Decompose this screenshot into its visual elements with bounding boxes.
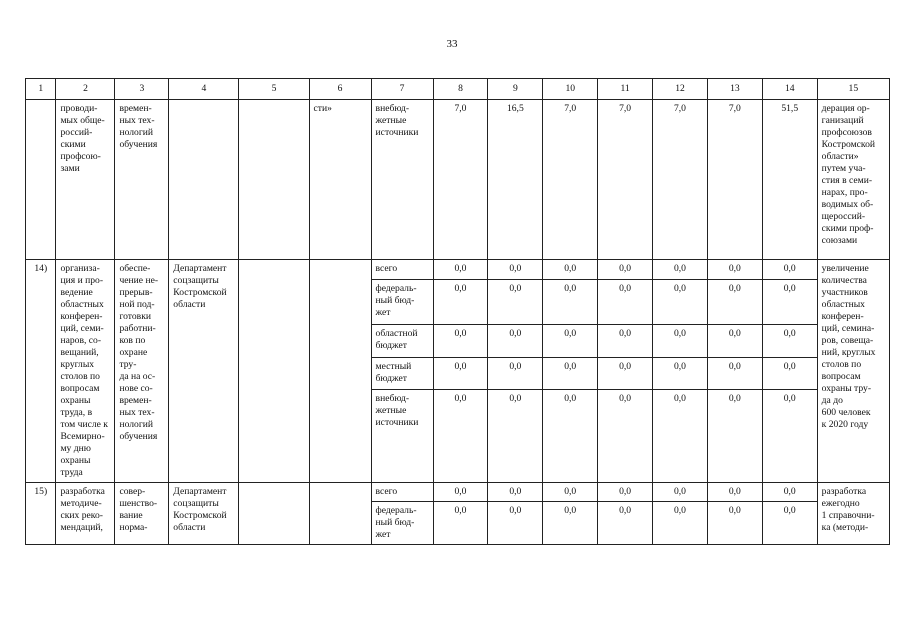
row-number-cell [26,100,56,260]
column-number: 14 [762,79,817,100]
amount-cell: 0,0 [433,483,488,502]
amount-cell: 0,0 [543,357,598,390]
table-row-14 [26,260,890,280]
amount-cell: 0,0 [707,260,762,280]
program-table [25,78,890,545]
column-number: 13 [707,79,762,100]
amount-cell: 0,0 [762,325,817,358]
column-6-cell: сти» [309,100,371,260]
column-number: 6 [309,79,371,100]
amount-cell: 0,0 [488,325,543,358]
amount-cell: 0,0 [762,483,817,502]
funding-source-cell: всего [371,260,433,280]
amount-cell: 0,0 [598,390,653,483]
amount-cell: 7,0 [653,100,708,260]
goal-cell: времен- ных тех- нологий обучения [115,100,169,260]
amount-cell: 0,0 [707,483,762,502]
column-6-cell [309,483,371,545]
amount-cell: 0,0 [653,260,708,280]
column-number: 2 [56,79,115,100]
amount-cell: 0,0 [543,260,598,280]
amount-cell: 0,0 [653,325,708,358]
amount-cell: 0,0 [488,279,543,324]
column-number: 4 [169,79,239,100]
amount-cell: 0,0 [433,390,488,483]
amount-cell: 0,0 [653,502,708,545]
amount-cell: 7,0 [433,100,488,260]
column-number: 10 [543,79,598,100]
amount-cell: 16,5 [488,100,543,260]
amount-cell: 0,0 [598,483,653,502]
amount-cell: 0,0 [543,483,598,502]
amount-cell: 0,0 [707,502,762,545]
amount-cell: 0,0 [598,357,653,390]
amount-cell: 0,0 [433,279,488,324]
amount-cell: 0,0 [598,502,653,545]
event-name-cell: проводи- мых обще- россий- скими профсою- зами [56,100,115,260]
amount-cell: 0,0 [543,279,598,324]
funding-source-cell: федераль- ный бюд- жет [371,279,433,324]
amount-cell: 0,0 [707,357,762,390]
column-number: 11 [598,79,653,100]
executor-cell: Департамент соцзащиты Костромской области [169,260,239,483]
amount-cell: 0,0 [488,357,543,390]
column-number: 9 [488,79,543,100]
expected-result-cell: дерация ор- ганизаций профсоюзов Костромской области» путем уча- стия в семи- нарах, про- водимых об- щероссий- скими проф- союзами [817,100,889,260]
column-number: 1 [26,79,56,100]
goal-cell: совер- шенство- вание норма- [115,483,169,545]
funding-source-cell: внебюд- жетные источники [371,100,433,260]
amount-cell: 0,0 [762,279,817,324]
column-number: 3 [115,79,169,100]
amount-cell: 0,0 [598,325,653,358]
amount-cell: 0,0 [543,390,598,483]
amount-cell: 0,0 [653,357,708,390]
column-number: 7 [371,79,433,100]
amount-cell: 7,0 [543,100,598,260]
amount-cell: 0,0 [653,390,708,483]
funding-source-cell: всего [371,483,433,502]
column-number: 12 [653,79,708,100]
amount-cell: 51,5 [762,100,817,260]
funding-source-cell: внебюд- жетные источники [371,390,433,483]
amount-cell: 7,0 [707,100,762,260]
column-5-cell [239,100,309,260]
goal-cell: обеспе- чение не- прерыв- ной под- готовки работни- ков по охране тру- да на ос- нове со- времен- ных тех- нологий обучения [115,260,169,483]
expected-result-cell: разработка ежегодно 1 справочни- ка (методи- [817,483,889,545]
amount-cell: 7,0 [598,100,653,260]
amount-cell: 0,0 [488,502,543,545]
expected-result-cell: увеличение количества участников областных конферен- ций, семина- ров, совеща- ний, круглых столов по вопросам охраны тру- да до 600 человек к 2020 году [817,260,889,483]
column-number-row [26,79,890,100]
amount-cell: 0,0 [433,260,488,280]
amount-cell: 0,0 [707,279,762,324]
column-5-cell [239,483,309,545]
amount-cell: 0,0 [543,325,598,358]
executor-cell [169,100,239,260]
executor-cell: Департамент соцзащиты Костромской области [169,483,239,545]
table-row-continuation [26,100,890,260]
amount-cell: 0,0 [653,279,708,324]
amount-cell: 0,0 [488,483,543,502]
row-number-cell: 15) [26,483,56,545]
column-number: 15 [817,79,889,100]
amount-cell: 0,0 [488,390,543,483]
page-number: 33 [446,38,458,50]
amount-cell: 0,0 [433,502,488,545]
amount-cell: 0,0 [598,260,653,280]
amount-cell: 0,0 [653,483,708,502]
amount-cell: 0,0 [762,357,817,390]
funding-source-cell: федераль- ный бюд- жет [371,502,433,545]
funding-source-cell: местный бюджет [371,357,433,390]
column-6-cell [309,260,371,483]
amount-cell: 0,0 [433,325,488,358]
amount-cell: 0,0 [707,390,762,483]
column-5-cell [239,260,309,483]
amount-cell: 0,0 [762,260,817,280]
amount-cell: 0,0 [707,325,762,358]
amount-cell: 0,0 [762,390,817,483]
event-name-cell: организа- ция и про- ведение областных конферен- ций, семи- наров, со- вещаний, круглых столов по вопросам охраны труда, в том числе к Всемирно- му дню охраны труда [56,260,115,483]
amount-cell: 0,0 [488,260,543,280]
row-number-cell: 14) [26,260,56,483]
amount-cell: 0,0 [598,279,653,324]
amount-cell: 0,0 [433,357,488,390]
table-row-15 [26,483,890,502]
column-number: 5 [239,79,309,100]
funding-source-cell: областной бюджет [371,325,433,358]
amount-cell: 0,0 [543,502,598,545]
column-number: 8 [433,79,488,100]
event-name-cell: разработка методиче- ских реко- мендаций, [56,483,115,545]
amount-cell: 0,0 [762,502,817,545]
